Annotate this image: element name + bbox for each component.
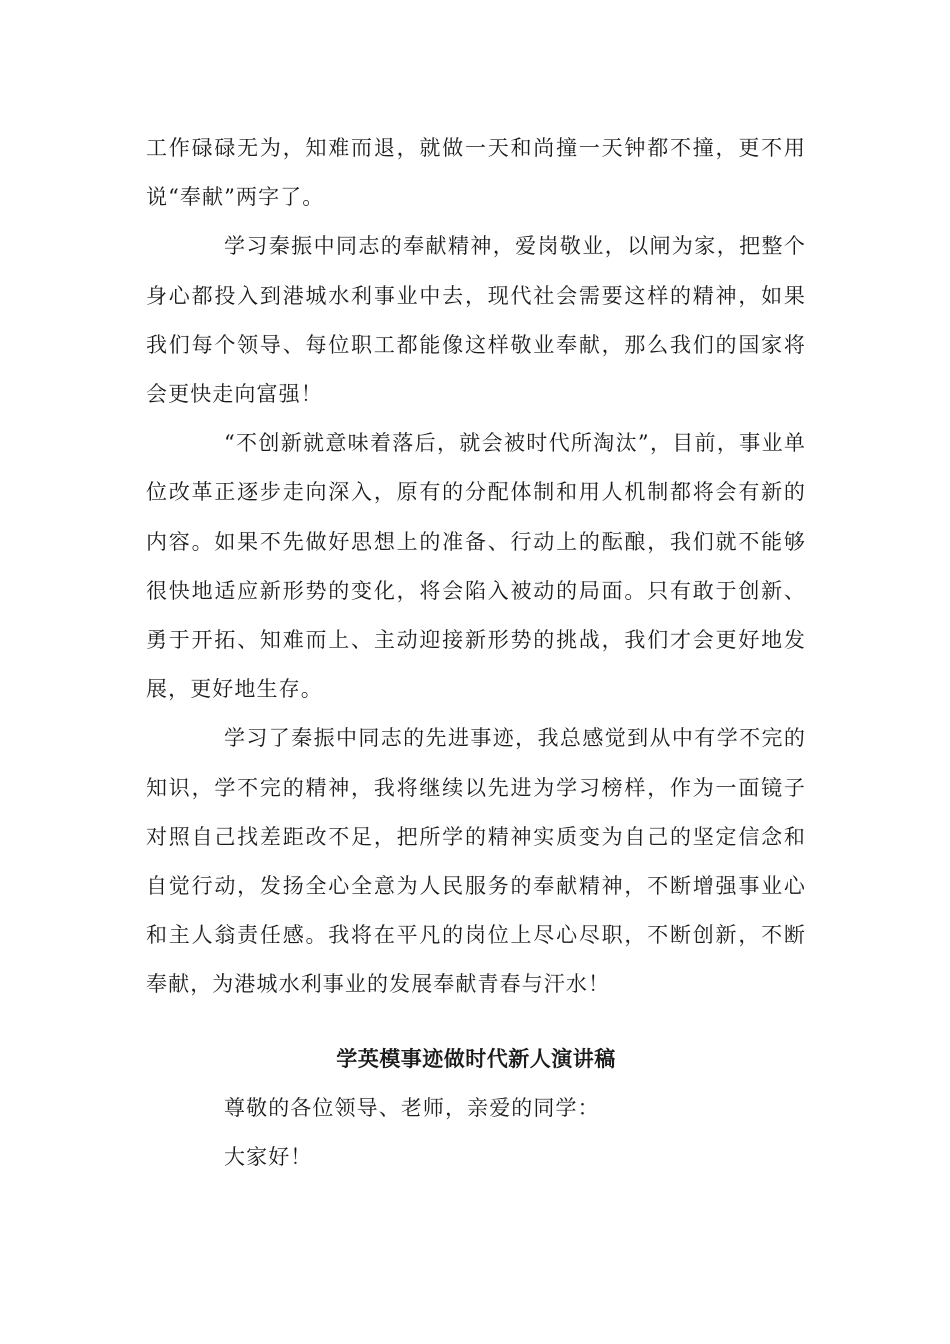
section-title: 学英模事迹做时代新人演讲稿 — [336, 1046, 616, 1071]
paragraph-innovation: “不创新就意味着落后，就会被时代所淘汰”，目前，事业单位改革正逐步走向深入，原有的分配体制和用人机制都将会有新的内容。如果不先做好思想上的准备、行动上的酝酿，我们就不能够很快地适应新形势的变化，将会陷入被动的局面。只有敢于创新、勇于开拓、知难而上、主动迎接新形势的挑战，我们才会更好地发展，更好地生存。 — [146, 431, 806, 702]
paragraph-resolution: 学习了秦振中同志的先进事迹，我总感觉到从中有学不完的知识，学不完的精神，我将继续以先进为学习榜样，作为一面镜子对照自己找差距改不足，把所学的精神实质变为自己的坚定信念和自觉行动，发扬全心全意为人民服务的奉献精神，不断增强事业心和主人翁责任感。我将在平凡的岗位上尽心尽职，不断创新，不断奉献，为港城水利事业的发展奉献青春与汗水！ — [146, 726, 806, 997]
salutation: 尊敬的各位领导、老师，亲爱的同学： — [224, 1095, 600, 1120]
document-page — [146, 124, 806, 1182]
greeting: 大家好！ — [224, 1144, 313, 1169]
paragraph-dedication: 学习秦振中同志的奉献精神，爱岗敬业，以闸为家，把整个身心都投入到港城水利事业中去，现代社会需要这样的精神，如果我们每个领导、每位职工都能像这样敬业奉献，那么我们的国家将会更快走向富强！ — [146, 234, 806, 407]
paragraph-continuation: 工作碌碌无为，知难而退，就做一天和尚撞一天钟都不撞，更不用说“奉献”两字了。 — [146, 136, 806, 210]
